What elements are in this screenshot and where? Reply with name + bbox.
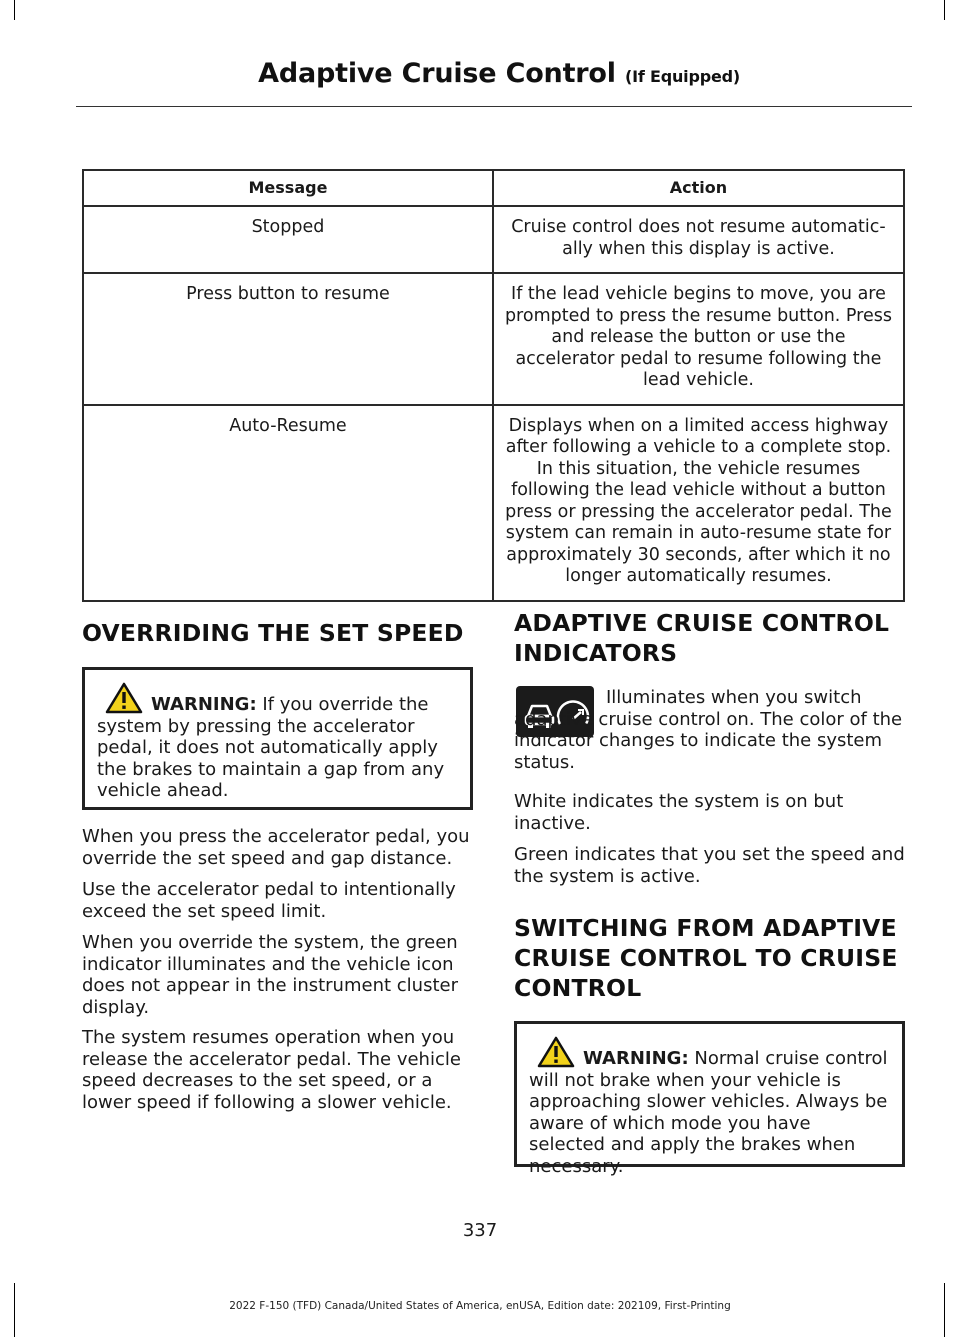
paragraph: When you press the accelerator pedal, you override the set speed and gap distance. (82, 826, 470, 869)
warning-triangle-icon (537, 1036, 575, 1068)
warning-label: WARNING: (583, 1048, 689, 1069)
page-number: 337 (462, 1220, 498, 1241)
paragraph: Use the accelerator pedal to intentionally exceed the set speed limit. (82, 879, 456, 922)
header-rule (76, 106, 912, 107)
header-title-main: Adaptive Cruise Control (258, 58, 616, 89)
table-cell-action: If the lead vehicle begins to move, you are prompted to press the resume button. Press and release the button or use the accelerator pedal to resume following the lead vehicle. (493, 273, 904, 405)
table-row (83, 273, 904, 405)
indicator-description-text: Illuminates when you switch adaptive cruise control on. The color of the indicator changes to indicate the system status. (514, 687, 903, 773)
paragraph: When you override the system, the green indicator illuminates and the vehicle icon does not appear in the instrument cluster display. (82, 932, 458, 1018)
crop-mark-tr (944, 0, 945, 20)
paragraph: The system resumes operation when you release the accelerator pedal. The vehicle speed decreases to the set speed, or a lower speed if following a slower vehicle. (82, 1027, 461, 1113)
message-action-table (82, 169, 905, 602)
table-row (83, 405, 904, 601)
table-cell-action: Displays when on a limited access highway after following a vehicle to a complete stop. In this situation, the vehicle resumes following the lead vehicle without a button press or pressing the accelerator pedal. The system can remain in auto-resume state for approximately 30 seconds, after which it no longer automatically resumes. (493, 405, 904, 601)
footer-edition: 2022 F-150 (TFD) Canada/United States of America, enUSA, Edition date: 202109, First-Printing (229, 1300, 731, 1312)
crop-mark-tl (14, 0, 15, 20)
table-cell-message: Stopped (83, 206, 493, 273)
warning-text: If you override the system by pressing the accelerator pedal, it does not automatically apply the brakes to maintain a gap from any vehicle ahead. (97, 694, 445, 801)
table-cell-action: Cruise control does not resume automatic-ally when this display is active. (493, 206, 904, 273)
warning-triangle-icon (105, 682, 143, 714)
table-cell-message: Press button to resume (83, 273, 493, 405)
header-title-suffix: (If Equipped) (625, 67, 740, 86)
table-header-row (83, 170, 904, 206)
section-heading-switching (514, 913, 914, 1003)
table-header-message: Message (83, 170, 493, 206)
table-cell-message: Auto-Resume (83, 405, 493, 601)
section-heading-switching-text: SWITCHING FROM ADAPTIVE CRUISE CONTROL TO CRUISE CONTROL (514, 914, 898, 1002)
warning-box-override (82, 667, 473, 810)
paragraph: Green indicates that you set the speed and the system is active. (514, 844, 905, 887)
table-row (83, 206, 904, 273)
section-heading-indicators-text: ADAPTIVE CRUISE CONTROL INDICATORS (514, 609, 890, 667)
indicator-description (514, 687, 908, 773)
warning-label: WARNING: (151, 694, 257, 715)
section-heading-indicators (514, 608, 914, 668)
warning-text: Normal cruise control will not brake when your vehicle is approaching slower vehicles. Always be aware of which mode you have selected and apply the brakes when necessary. (529, 1048, 888, 1177)
paragraph: White indicates the system is on but inactive. (514, 791, 844, 834)
section-heading-overriding: OVERRIDING THE SET SPEED (82, 619, 464, 647)
table-header-action: Action (493, 170, 904, 206)
page-header-title (258, 58, 740, 89)
warning-box-cruise (514, 1021, 905, 1177)
